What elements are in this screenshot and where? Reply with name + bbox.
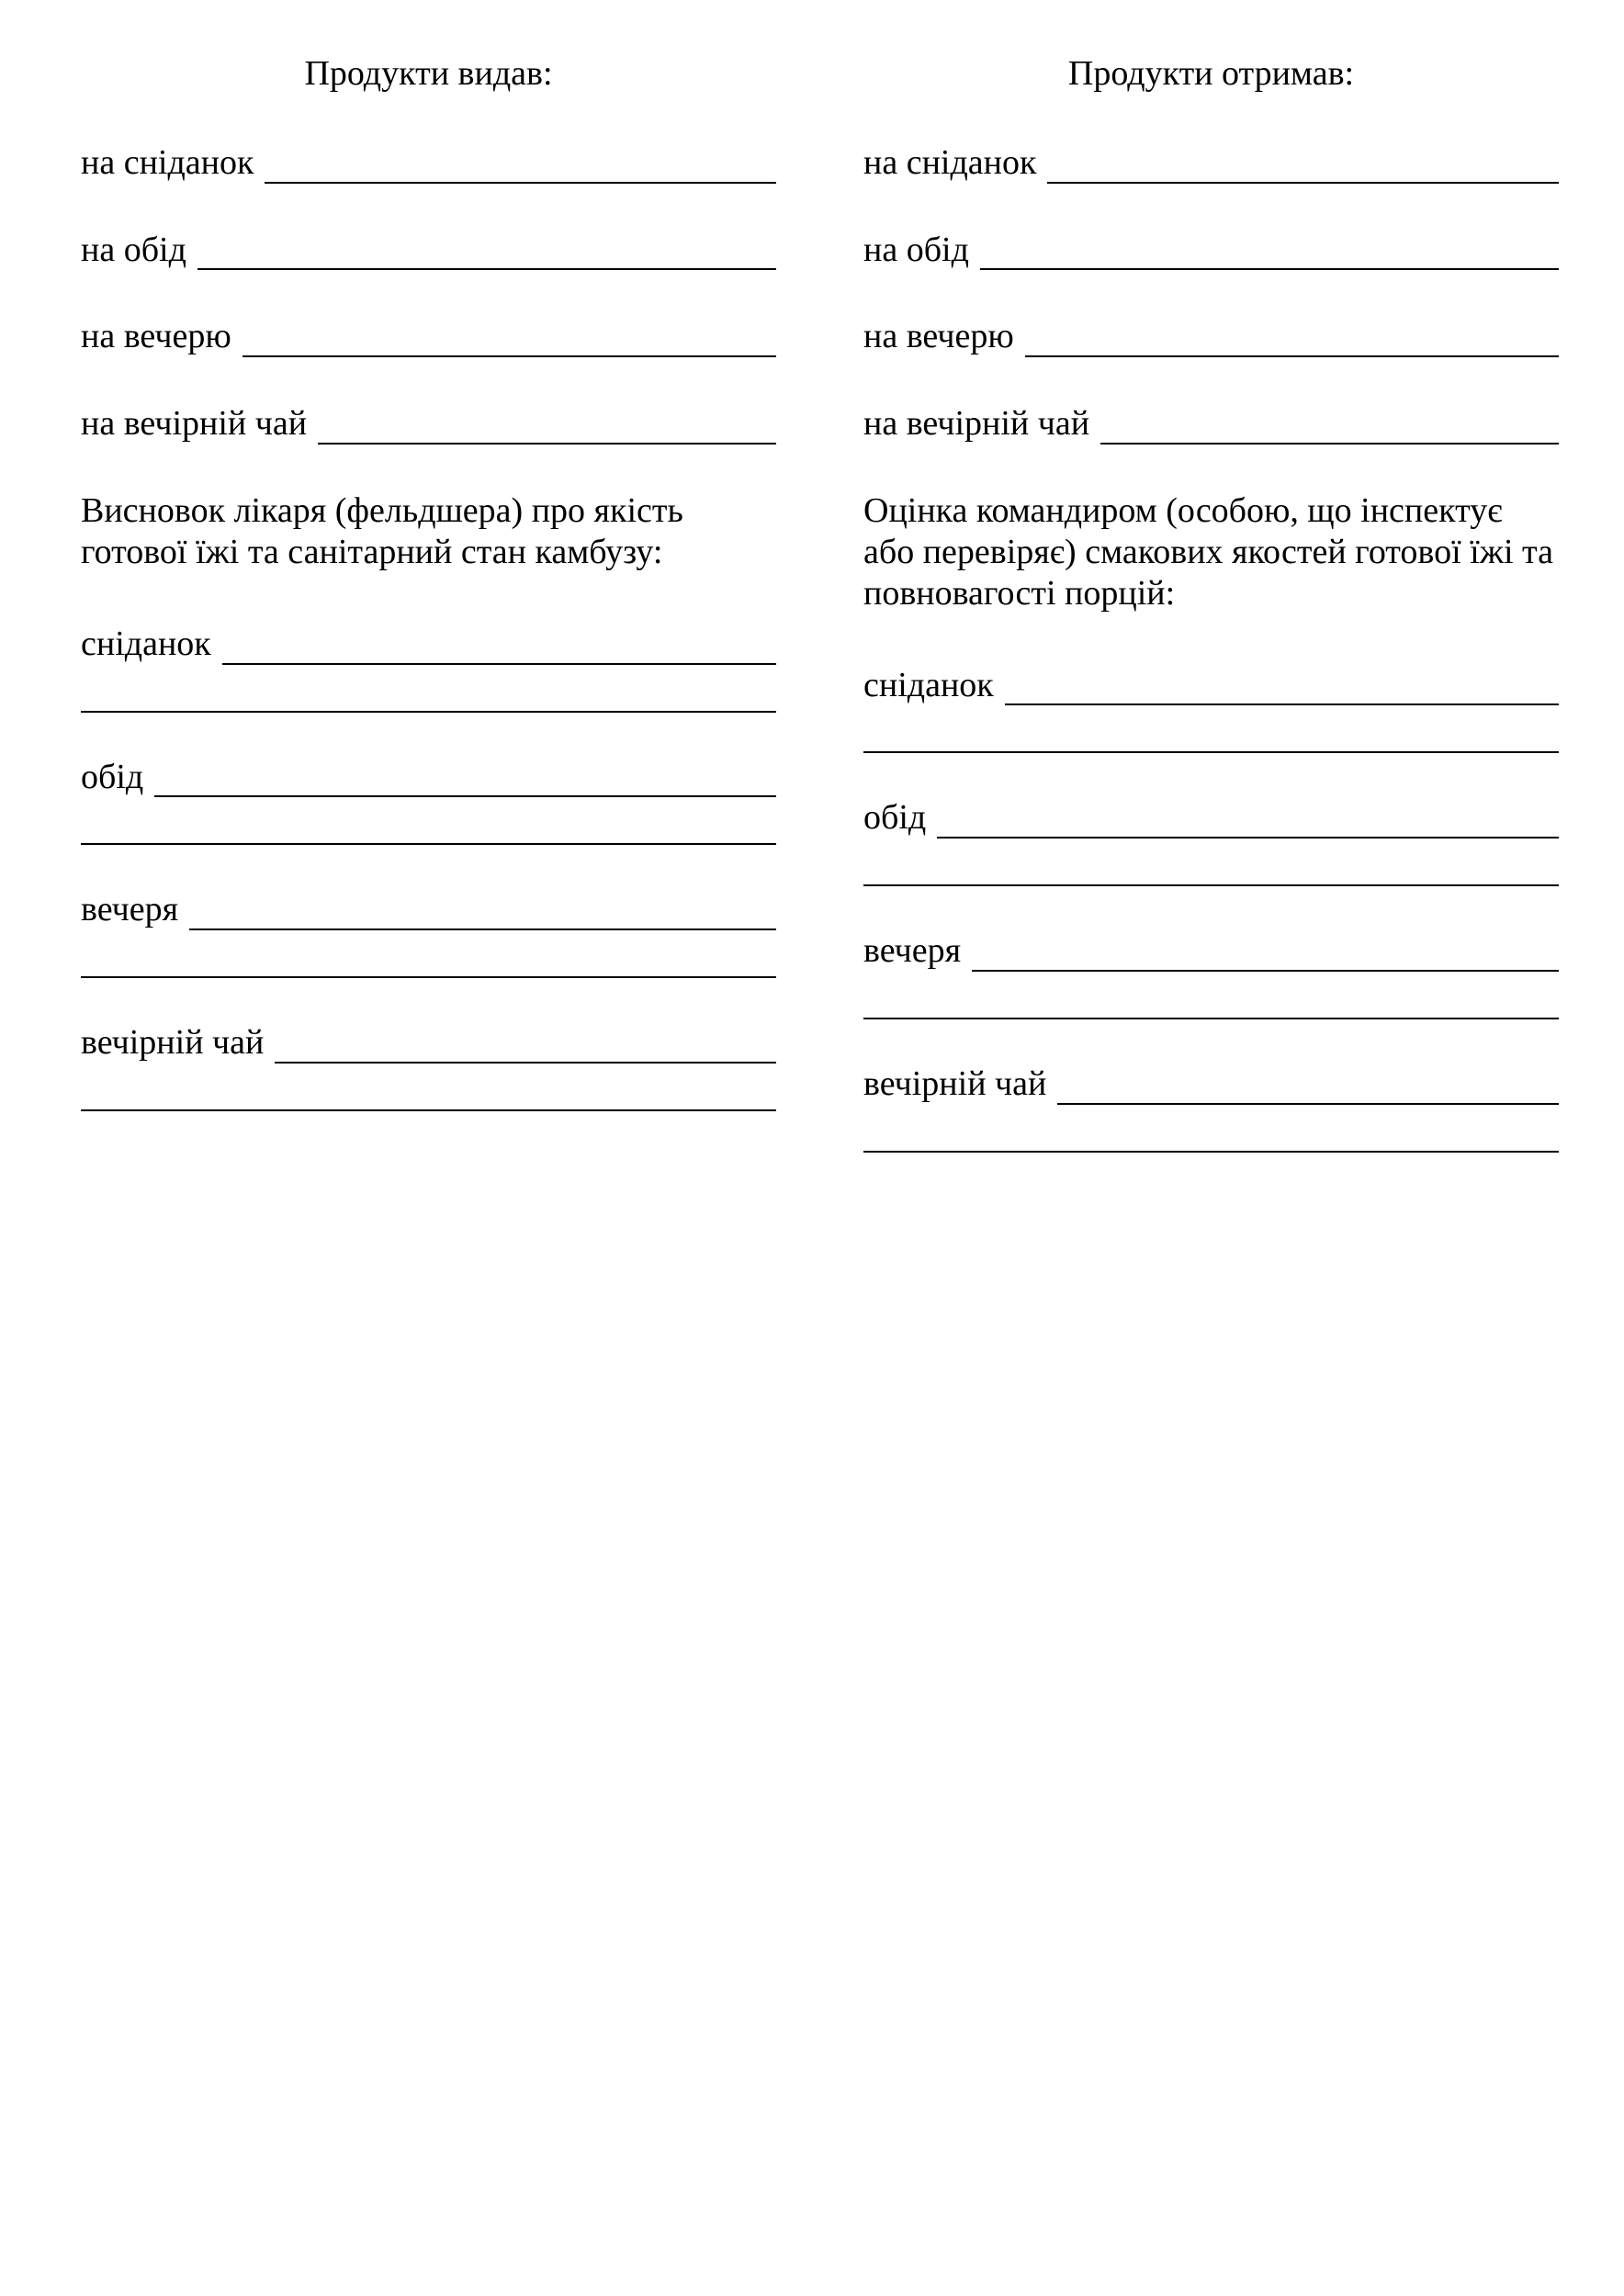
meal-label-evening-tea: вечірній чай [863,1064,1047,1104]
fill-in-line [1047,182,1559,184]
two-column-layout [81,53,1554,1197]
fill-in-line [222,663,776,665]
meal-label-breakfast: сніданок [863,665,994,704]
fill-in-line [1057,1103,1559,1105]
field-label-evening-tea: на вечірній чай [863,404,1090,444]
conclusion-lunch-block [81,757,776,846]
fill-in-line [189,929,776,930]
assessment-dinner-block [863,930,1559,1019]
assessment-breakfast-block [863,665,1559,754]
field-label-dinner: на вечерю [81,317,231,356]
fill-in-line [972,970,1559,972]
fill-in-line [980,268,1559,270]
field-label-evening-tea: на вечірній чай [81,404,308,444]
meal-label-dinner: вечеря [863,931,962,971]
fill-in-line [265,182,776,184]
fill-in-line [154,795,776,797]
column-title-received: Продукти отримав: [1067,54,1355,93]
meal-row-breakfast [863,665,1559,706]
fill-in-line-continuation [863,972,1559,1019]
fill-in-line-continuation [863,705,1559,753]
fill-in-line [937,837,1559,838]
meal-label-dinner: вечеря [81,890,179,929]
fill-in-line [242,355,776,357]
conclusion-breakfast-block [81,624,776,713]
meal-label-breakfast: сніданок [81,624,211,663]
meal-row-lunch [81,757,776,798]
column-title-issued: Продукти видав: [304,54,553,93]
fill-in-line [318,443,776,445]
field-label-dinner: на вечерю [863,317,1014,356]
fill-in-line [1100,443,1559,445]
meal-row-evening-tea [81,1022,776,1064]
meal-label-lunch: обід [863,798,927,838]
fill-in-line [1005,703,1559,705]
meal-row-breakfast [81,624,776,665]
meal-row-lunch [863,797,1559,838]
received-field-lunch [863,230,1559,271]
column-products-issued [81,53,776,1155]
received-field-evening-tea [863,403,1559,445]
meal-label-evening-tea: вечірній чай [81,1023,265,1063]
meal-row-dinner [863,930,1559,972]
field-label-breakfast: на сніданок [863,142,1037,182]
field-label-lunch: на обід [863,230,969,269]
issued-field-dinner [81,316,776,357]
assessment-evening-tea-block [863,1064,1559,1153]
fill-in-line [1025,355,1559,357]
conclusion-evening-tea-block [81,1022,776,1111]
meal-row-dinner [81,889,776,930]
commander-assessment-heading: Оцінка командиром (особою, що інспектує або перевіряє) смакових якостей готової їжі та повновагості порцій: [863,491,1553,613]
doctor-conclusion-heading: Висновок лікаря (фельдшера) про якість готової їжі та санітарний стан камбузу: [81,491,683,571]
received-field-breakfast [863,142,1559,184]
issued-field-evening-tea [81,403,776,445]
issued-field-lunch [81,230,776,271]
received-field-dinner [863,316,1559,357]
fill-in-line-continuation [81,930,776,978]
assessment-lunch-block [863,797,1559,886]
issued-field-breakfast [81,142,776,184]
fill-in-line-continuation [863,838,1559,886]
meal-label-lunch: обід [81,757,144,796]
meal-row-evening-tea [863,1064,1559,1105]
column-products-received [863,53,1559,1197]
fill-in-line-continuation [863,1105,1559,1153]
fill-in-line [275,1062,776,1064]
fill-in-line-continuation [81,665,776,713]
conclusion-dinner-block [81,889,776,978]
fill-in-line-continuation [81,1064,776,1111]
field-label-breakfast: на сніданок [81,142,254,182]
fill-in-line-continuation [81,797,776,845]
fill-in-line [197,268,776,270]
field-label-lunch: на обід [81,230,186,269]
